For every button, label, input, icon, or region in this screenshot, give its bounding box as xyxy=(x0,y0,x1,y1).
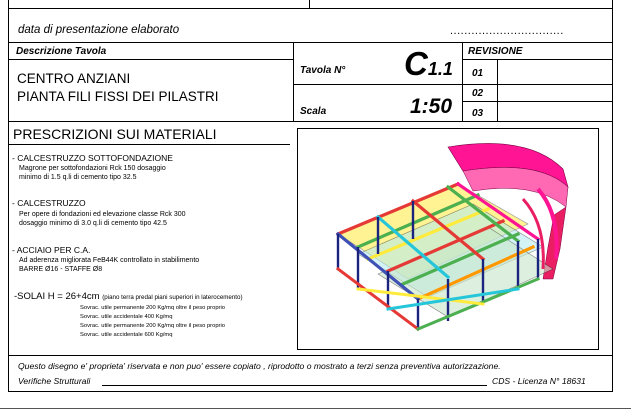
presentation-date-label: data di presentazione elaborato xyxy=(18,24,180,36)
materials-title: PRESCRIZIONI SUI MATERIALI xyxy=(13,126,217,142)
footer-top-line xyxy=(8,355,613,356)
descrizione-underline xyxy=(8,59,293,60)
solai-note: (piano terra predal piani superiori in laterocemento) xyxy=(102,294,243,301)
cls-title: - CALCESTRUZZO xyxy=(12,198,86,208)
descrizione-label: Descrizione Tavola xyxy=(16,46,107,57)
bottom-border xyxy=(8,391,613,392)
top-border xyxy=(8,8,613,9)
revision-row-line xyxy=(462,101,613,102)
cls-sottofondazione-title: - CALCESTRUZZO SOTTOFONDAZIONE xyxy=(12,153,173,163)
revision-01: 01 xyxy=(472,68,484,79)
disclaimer-text: Questo disegno e' proprieta' riservata e non puo' essere copiato , riprodotto o mostrato a terzi senza preventiva autorizzazione. xyxy=(18,361,501,371)
solai-line-4: Sovrac. utile accidentale 600 Kg/mq xyxy=(80,332,173,338)
solai-line-3: Sovrac. utile permanente 200 Kg/mq oltre il peso proprio xyxy=(80,323,226,329)
cls-line2: dosaggio minimo di 3.0 q.li di cemento tipo 42.5 xyxy=(19,220,167,227)
revision-02: 02 xyxy=(472,88,484,99)
cls-sottofondazione-line2: minimo di 1.5 q.li di cemento tipo 32.5 xyxy=(19,174,137,181)
cls-line1: Per opere di fondazioni ed elevazione classe Rck 300 xyxy=(19,211,186,218)
verifiche-label: Verifiche Strutturali xyxy=(18,376,91,386)
revisione-underline xyxy=(462,59,613,60)
tavola-bottom-line xyxy=(293,84,613,85)
cls-sottofondazione-line1: Magrone per sottofondazioni Rck 150 dosaggio xyxy=(19,165,166,172)
verifiche-signature-line[interactable] xyxy=(102,385,487,386)
materials-title-underline xyxy=(8,144,290,145)
page-bottom-line xyxy=(0,408,631,409)
tavola-label: Tavola N° xyxy=(300,65,346,76)
solai-row xyxy=(14,291,243,302)
project-title-line1: CENTRO ANZIANI xyxy=(17,71,131,86)
scala-value: 1:50 xyxy=(410,95,453,118)
revision-number-divider xyxy=(497,59,498,122)
acciaio-line1: Ad aderenza migliorata FeB44K controllato in stabilimento xyxy=(19,257,200,264)
solai-line-1: Sovrac. utile permanente 200 Kg/mq oltre il peso proprio xyxy=(80,305,226,311)
structure-render-frame xyxy=(297,128,599,350)
license-text: CDS - Licenza N° 18631 xyxy=(492,376,586,386)
presentation-date-field[interactable]: ................................ xyxy=(450,25,564,37)
header-divider-2 xyxy=(462,42,463,122)
header-divider-1 xyxy=(293,42,294,122)
revision-03: 03 xyxy=(472,108,484,119)
acciaio-line2: BARRE Ø16 - STAFFE Ø8 xyxy=(19,266,103,273)
solai-line-2: Sovrac. utile accidentale 400 Kg/mq xyxy=(80,314,173,320)
revisione-label: REVISIONE xyxy=(468,46,523,57)
top-divider xyxy=(309,0,310,8)
solai-title: -SOLAI H = 26+4cm xyxy=(14,291,100,302)
project-title-line2: PIANTA FILI FISSI DEI PILASTRI xyxy=(17,89,219,104)
header-bottom-line xyxy=(8,121,613,122)
scala-label: Scala xyxy=(300,106,327,117)
acciaio-title: - ACCIAIO PER C.A. xyxy=(12,245,91,255)
tavola-number: C1.1 xyxy=(404,45,453,82)
structure-3d-render xyxy=(298,129,598,349)
header-top-line xyxy=(8,42,613,43)
